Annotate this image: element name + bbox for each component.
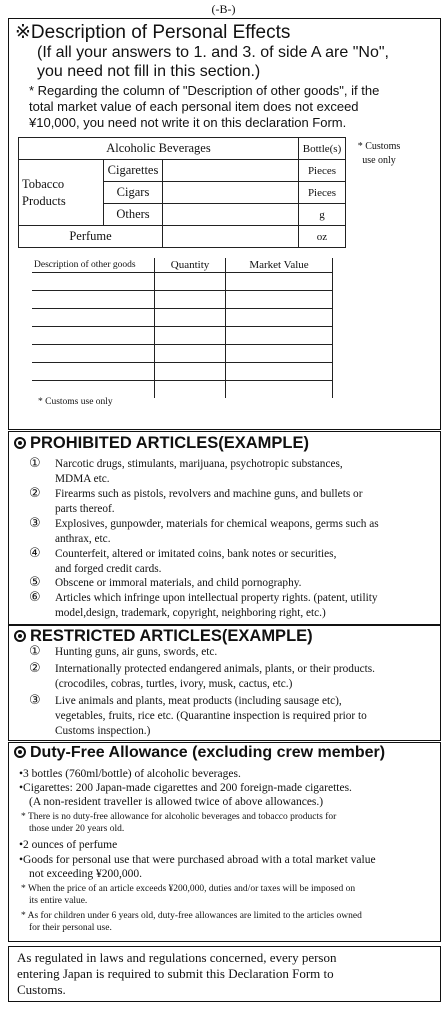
quantity-field[interactable] [155, 363, 226, 381]
allowance-alcohol: •3 bottles (760ml/bottle) of alcoholic beverages. [19, 768, 241, 780]
bottles-unit: Bottle(s) [299, 138, 346, 160]
restricted-item [55, 645, 425, 660]
item-number: ⑥ [29, 590, 41, 605]
section-title-personal-effects [15, 21, 290, 44]
item-line: anthrax, etc. [55, 533, 111, 545]
note-line: for their personal use. [29, 923, 112, 933]
allowance-goods-limit: not exceeding ¥200,000. [29, 868, 143, 880]
note-line: * There is no duty-free allowance for alcoholic beverages and tobacco products for [21, 812, 337, 822]
personal-effects-title: Description of Personal Effects [30, 22, 291, 43]
duty-free-title-text: Duty-Free Allowance (excluding crew member) [30, 744, 386, 761]
column-description: Description of other goods [32, 258, 155, 273]
item-line: Firearms such as pistols, revolvers and machine guns, and bullets or [55, 488, 363, 500]
prohibited-item [55, 576, 425, 591]
item-line: MDMA etc. [55, 473, 110, 485]
table-row [32, 309, 333, 327]
description-field[interactable] [32, 327, 155, 345]
restricted-title [14, 627, 313, 646]
double-circle-icon [14, 437, 26, 449]
note-children [21, 910, 436, 934]
note-price-exceeds [21, 883, 436, 907]
item-number: ⑤ [29, 575, 41, 590]
value-field[interactable] [226, 291, 333, 309]
reference-mark: ※ [15, 22, 31, 43]
item-line: vegetables, fruits, rice etc. (Quarantine inspection is required prior to [55, 710, 367, 722]
cigars-amount-field[interactable] [163, 182, 299, 204]
note-line: those under 20 years old. [29, 824, 125, 834]
restricted-item [55, 662, 425, 692]
regulation-text [17, 950, 437, 998]
perfume-amount-field[interactable] [163, 226, 299, 248]
quantity-field[interactable] [155, 273, 226, 291]
table-row [32, 273, 333, 291]
prohibited-title-text: PROHIBITED ARTICLES(EXAMPLE) [30, 434, 309, 452]
perfume-label: Perfume [19, 226, 163, 248]
value-field[interactable] [226, 309, 333, 327]
restricted-item [55, 694, 425, 739]
others-label: Others [104, 204, 163, 226]
item-line: (crocodiles, cobras, turtles, ivory, musk, cactus, etc.) [55, 678, 293, 690]
item-line: parts thereof. [55, 503, 115, 515]
table-row [32, 363, 333, 381]
allowance-goods: •Goods for personal use that were purchased abroad with a total market value [19, 854, 376, 866]
customs-use-label-1: * Customs [357, 140, 401, 152]
duty-free-allowance-section [8, 742, 441, 942]
item-number: ④ [29, 546, 41, 561]
cigars-label: Cigars [104, 182, 163, 204]
prohibited-articles-section [8, 431, 441, 625]
description-field[interactable] [32, 345, 155, 363]
column-market-value: Market Value [226, 258, 333, 273]
item-line: and forged credit cards. [55, 563, 162, 575]
note-age-limit [21, 811, 436, 835]
allowance-cigarettes: •Cigarettes: 200 Japan-made cigarettes and 200 foreign-made cigarettes. [19, 782, 352, 794]
item-number: ② [29, 661, 41, 676]
item-line: Explosives, gunpowder, materials for chemical weapons, germs such as [55, 518, 379, 530]
column-quantity: Quantity [155, 258, 226, 273]
others-amount-field[interactable] [163, 204, 299, 226]
quantity-field[interactable] [155, 327, 226, 345]
side-label: (-B-) [211, 2, 236, 16]
allowance-perfume: •2 ounces of perfume [19, 839, 118, 851]
item-line: model,design, trademark, copyright, neighboring right, etc.) [55, 607, 326, 619]
restricted-title-text: RESTRICTED ARTICLES(EXAMPLE) [30, 627, 313, 645]
item-line: Internationally protected endangered animals, plants, or their products. [55, 663, 375, 675]
other-goods-table [32, 258, 333, 398]
allowance-non-resident: (A non-resident traveller is allowed twice of above allowances.) [29, 796, 324, 808]
item-line: Articles which infringe upon intellectual property rights. (patent, utility [55, 592, 378, 604]
quantity-field[interactable] [155, 345, 226, 363]
table-row [32, 327, 333, 345]
prohibited-item [55, 517, 425, 547]
pieces-unit-2: Pieces [299, 182, 346, 204]
note-line-1: * Regarding the column of "Description of other goods", if the [29, 83, 380, 98]
description-field[interactable] [32, 291, 155, 309]
customs-use-only-column [346, 138, 413, 248]
item-number: ③ [29, 516, 41, 531]
table-row [32, 345, 333, 363]
item-line: Customs inspection.) [55, 725, 151, 737]
description-field[interactable] [32, 381, 155, 399]
cigarettes-label: Cigarettes [104, 160, 163, 182]
quantity-field[interactable] [155, 291, 226, 309]
note-line-3: ¥10,000, you need not write it on this declaration Form. [29, 115, 347, 130]
value-field[interactable] [226, 345, 333, 363]
regulation-line: As regulated in laws and regulations concerned, every person [17, 950, 337, 965]
note-line: * When the price of an article exceeds ¥200,000, duties and/or taxes will be imposed on [21, 884, 356, 894]
item-line: Hunting guns, air guns, swords, etc. [55, 646, 218, 658]
customs-use-only-note: * Customs use only [38, 397, 113, 407]
item-line: Narcotic drugs, stimulants, marijuana, psychotropic substances, [55, 458, 343, 470]
value-field[interactable] [226, 327, 333, 345]
item-number: ① [29, 644, 41, 659]
item-number: ③ [29, 693, 41, 708]
value-field[interactable] [226, 381, 333, 399]
prohibited-item [55, 591, 425, 621]
table-row [32, 291, 333, 309]
double-circle-icon [14, 630, 26, 642]
item-number: ① [29, 456, 41, 471]
pieces-unit-1: Pieces [299, 160, 346, 182]
prohibited-item [55, 547, 425, 577]
grams-unit: g [299, 204, 346, 226]
tobacco-label-1: Tobacco [22, 176, 65, 191]
alcoholic-beverages-label: Alcoholic Beverages [19, 138, 299, 160]
description-field[interactable] [32, 273, 155, 291]
cigarettes-amount-field[interactable] [163, 160, 299, 182]
regulation-section [8, 946, 441, 1002]
personal-effects-subtitle [37, 43, 437, 81]
item-line: Counterfeit, altered or imitated coins, bank notes or securities, [55, 548, 337, 560]
table-row [32, 381, 333, 399]
regulation-line: Customs. [17, 982, 66, 997]
prohibited-item [55, 457, 425, 487]
double-circle-icon [14, 746, 26, 758]
value-field[interactable] [226, 273, 333, 291]
quantity-field[interactable] [155, 381, 226, 399]
quantity-field[interactable] [155, 309, 226, 327]
note-line: * As for children under 6 years old, duty-free allowances are limited to the articles owned [21, 911, 362, 921]
tobacco-products-label [19, 160, 104, 226]
duty-free-title [14, 744, 385, 762]
regulation-line: entering Japan is required to submit this Declaration Form to [17, 966, 334, 981]
item-line: Live animals and plants, meat products (including sausage etc), [55, 695, 342, 707]
subtitle-line-2: you need not fill in this section.) [37, 63, 261, 80]
value-field[interactable] [226, 363, 333, 381]
goods-declaration-table [18, 137, 412, 248]
customs-use-label-2: use only [362, 154, 396, 166]
item-number: ② [29, 486, 41, 501]
prohibited-title [14, 434, 309, 453]
tobacco-label-2: Products [22, 193, 66, 208]
ounces-unit: oz [299, 226, 346, 248]
item-line: Obscene or immoral materials, and child pornography. [55, 577, 302, 589]
note-line-2: total market value of each personal item does not exceed [29, 99, 359, 114]
prohibited-item [55, 487, 425, 517]
note-line: its entire value. [29, 896, 88, 906]
description-field[interactable] [32, 363, 155, 381]
restricted-articles-section [8, 625, 441, 741]
description-field[interactable] [32, 309, 155, 327]
subtitle-line-1: (If all your answers to 1. and 3. of side A are "No", [37, 44, 389, 61]
personal-effects-note [29, 83, 439, 131]
